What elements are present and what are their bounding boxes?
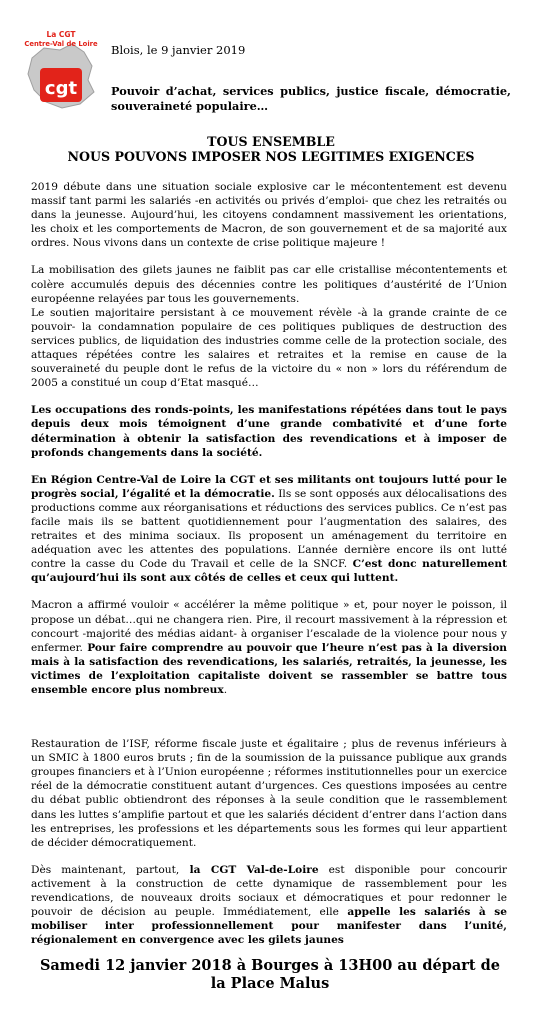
cgt-logo bbox=[22, 28, 100, 112]
document-title bbox=[36, 134, 506, 164]
paragraph-6-bold: Pour faire comprendre au pouvoir que l’heure n’est pas à la diversion mais à la satisfaction des revendications, les salariés, retraités, la jeunesse, les victimes de l’exploitation capitaliste doivent se rassembler se battre tous ensemble encore plus nombreux bbox=[31, 641, 507, 696]
paragraph-8-d: appelle les salariés à se mobiliser inter professionnellement pour manifester dans l’unité, régionalement en convergence avec les gilets jaunes bbox=[31, 906, 507, 947]
cgt-logo-graphic bbox=[22, 28, 100, 112]
title-line-2: NOUS POUVONS IMPOSER NOS LEGITIMES EXIGENCES bbox=[67, 149, 475, 164]
paragraph-2: La mobilisation des gilets jaunes ne faiblit pas car elle cristallise mécontentements et colère accumulés depuis des décennies contre les politiques d’austérité de l’Union européenne relayées par tous les gouvernements. bbox=[31, 264, 507, 305]
paragraph-6-text: Macron a affirmé vouloir « accélérer la même politique » et, pour noyer le poisson, il propose un débat…qui ne changera rien. Pire, il recourt massivement à la répression et concourt -majorité des médias aidant- à organiser l’escalade de la violence pour nous y enfermer. bbox=[31, 599, 507, 654]
paragraph-8-a: Dès maintenant, partout, bbox=[31, 863, 180, 876]
paragraph-5-bold: En Région Centre-Val de Loire la CGT et ses militants ont toujours lutté pour le progrès social, l’égalité et la démocratie. bbox=[31, 473, 507, 500]
paragraph-8-c: est disponible pour concourir activement à la construction de cette dynamique de rassemblement pour les revendications, de nouveaux droits sociaux et démocratiques et pour redonner le pouvoir de décision au peuple. Immédiatement, elle bbox=[31, 863, 507, 919]
logo-line1: La CGT bbox=[46, 30, 76, 39]
title-line-1: TOUS ENSEMBLE bbox=[207, 134, 335, 149]
closing-announcement bbox=[20, 957, 520, 993]
logo-line2: Centre-Val de Loire bbox=[24, 40, 98, 48]
closing-line-2: la Place Malus bbox=[210, 975, 330, 992]
closing-line-1: Samedi 12 janvier 2018 à Bourges à 13H00 au départ de bbox=[39, 957, 501, 974]
paragraph-6-end: . bbox=[223, 684, 228, 696]
cgt-mark: cgt bbox=[44, 78, 78, 99]
paragraph-1: 2019 débute dans une situation sociale explosive car le mécontentement est devenu massif tant parmi les salariés -en activités ou privés d’emploi- que chez les retraités ou dans la jeunesse. Aujourd’hui, les citoyens condamnent massivement les orientations, les choix et les comportements de Macron, de son gouvernement et de sa majorité aux ordres. Nous vivons dans un contexte de crise politique majeure ! bbox=[31, 181, 507, 250]
paragraph-5 bbox=[31, 473, 507, 586]
paragraph-5-text: Ils se sont opposés aux délocalisations des productions comme aux réorganisations et réductions des services publics. Ce n’est pas facile mais ils se battent quotidiennement pour l’augmentation des salaires, des retraites et des minima sociaux. Ils proposent un aménagement du territoire en adéquation avec les attentes des populations. L’année dernière encore ils ont lutté contre la casse du Code du Travail et celle de la SNCF. bbox=[31, 487, 507, 571]
paragraph-8-b: la CGT Val-de-Loire bbox=[179, 863, 319, 876]
paragraph-6 bbox=[31, 598, 507, 697]
body-text bbox=[31, 180, 507, 947]
dateline: Blois, le 9 janvier 2019 bbox=[111, 43, 246, 57]
paragraph-7: Restauration de l’ISF, réforme fiscale juste et égalitaire ; plus de revenus inférieurs à un SMIC à 1800 euros bruts ; fin de la soumission de la puissance publique aux grands groupes financiers et à l’Union européenne ; réformes institutionnelles pour un exercice réel de la démocratie constituent autant d’urgences. Ces questions imposées au centre du débat public obtiendront des réponses à la seule condition que le rassemblement dans les luttes s’amplifie partout et que les salariés décident d’entrer dans l’action dans les entreprises, les professions et les départements sous les formes qui leur appartient de décider démocratiquement. bbox=[31, 738, 508, 849]
paragraph-4-bold: Les occupations des ronds-points, les manifestations répétées dans tout le pays depuis deux mois témoignent d’une grande combativité et d’une forte détermination à obtenir la satisfaction des revendications et à imposer de profonds changements dans la société. bbox=[31, 404, 507, 459]
paragraph-3: Le soutien majoritaire persistant à ce mouvement révèle -à la grande crainte de ce pouvoir- la condamnation populaire de ces politiques publiques de destruction des services publics, de liquidation des industries comme celle de la protection sociale, des attaques répétées contre les salaires et retraites et la remise en cause de la souveraineté du peuple dont le refus de la victoire du « non » lors du référendum de 2005 a constitué un coup d’Etat masqué… bbox=[31, 306, 507, 390]
paragraph-5-bold-end: C’est donc naturellement qu’aujourd’hui ils sont aux côtés de celles et ceux qui luttent. bbox=[31, 558, 507, 585]
paragraph-8 bbox=[31, 863, 507, 948]
subject-line: Pouvoir d’achat, services publics, justice fiscale, démocratie, souveraineté populaire… bbox=[111, 84, 511, 113]
paragraph-4 bbox=[31, 403, 507, 459]
